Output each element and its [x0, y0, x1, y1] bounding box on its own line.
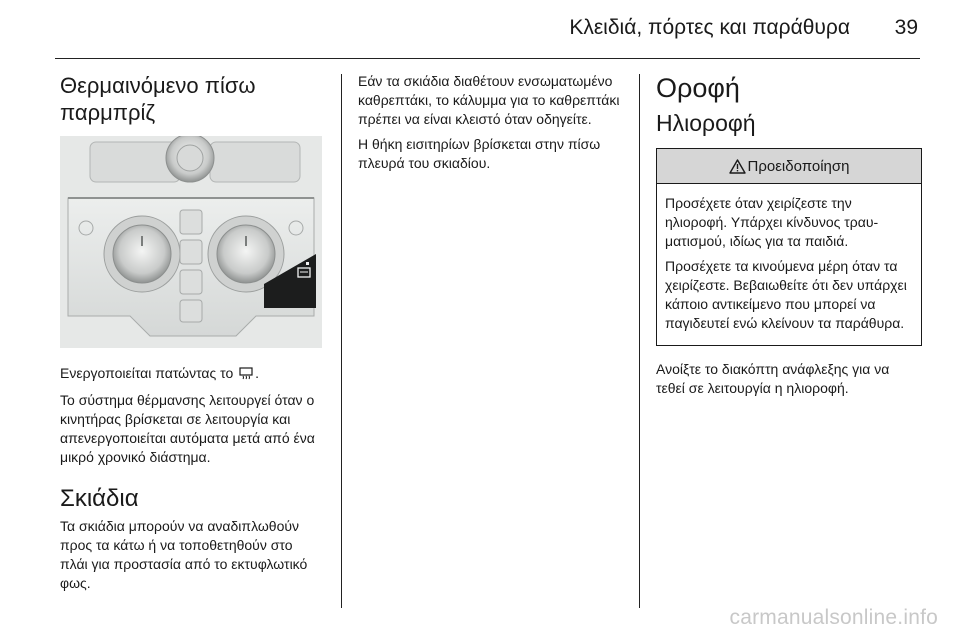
- section-heading-roof: Οροφή: [656, 73, 740, 103]
- watermark: carmanualsonline.info: [729, 606, 938, 629]
- warning-paragraph-1: Προσέχετε όταν χειρίζεστε την ηλιοροφή. Υπάρχει κίνδυνος τραυματισμού, ιδίως για τα παιδιά.: [665, 195, 879, 249]
- section-heading-sunroof: Ηλιοροφή: [656, 110, 756, 136]
- warning-title: Προειδοποίηση: [747, 157, 850, 175]
- activation-text: Ενεργοποιείται πατώντας το .: [60, 364, 324, 385]
- vanity-mirror-text: Εάν τα σκιάδια διαθέτουν ενσωματωμένο καθρεπτάκι, το κάλυμμα για το καθρεπτάκι πρέπει να είναι κλειστό όταν οδηγείτε.: [358, 73, 620, 127]
- warning-box: [656, 148, 922, 346]
- column-2: [358, 72, 626, 179]
- climate-panel-illustration: [60, 136, 322, 348]
- rear-window-heater-button-photo: [60, 136, 322, 348]
- column-1: [60, 72, 324, 599]
- sunroof-ignition-text: Ανοίξτε το διακόπτη ανάφλεξης για να τεθεί σε λειτουργία η ηλιοροφή.: [656, 361, 890, 396]
- warning-paragraph-2: Προσέχετε τα κινούμενα μέρη όταν τα χειρίζεστε. Βεβαιωθείτε ότι δεν υπάρχει κάποιο αντικείμενο που μπορεί να παγιδευτεί ενώ κλείνουν τα παράθυρα.: [665, 258, 907, 331]
- column-divider-left: [341, 74, 342, 608]
- header-rule: [55, 58, 920, 59]
- heater-description: Το σύστημα θέρμανσης λειτουργεί όταν ο κινητήρας βρίσκεται σε λειτουργία και απενεργοποιείται αυτόματα μετά από ένα μικρό χρονικό διάστημα.: [60, 392, 315, 465]
- warning-header: [657, 149, 921, 184]
- ticket-holder-text: Η θήκη εισιτηρίων βρίσκεται στην πίσω πλευρά του σκιαδίου.: [358, 136, 601, 171]
- column-divider-right: [639, 74, 640, 608]
- running-header-title: Κλειδιά, πόρτες και παράθυρα: [569, 16, 850, 39]
- column-3: [656, 72, 920, 404]
- section-heading-heated-rear-window: Θερμαινόμενο πίσω παρμπρίζ: [60, 73, 256, 125]
- warning-body: [657, 184, 921, 345]
- sunvisor-description: Τα σκιάδια μπορούν να αναδιπλωθούν προς τα κάτω ή να τοποθετηθούν στο πλάι για προστασία από το εκτυφλωτικό φως.: [60, 518, 308, 591]
- page-number: 39: [894, 16, 918, 39]
- section-heading-sunvisors: Σκιάδια: [60, 485, 139, 512]
- warning-triangle-icon: [729, 159, 746, 174]
- rear-window-heating-icon: [239, 366, 253, 385]
